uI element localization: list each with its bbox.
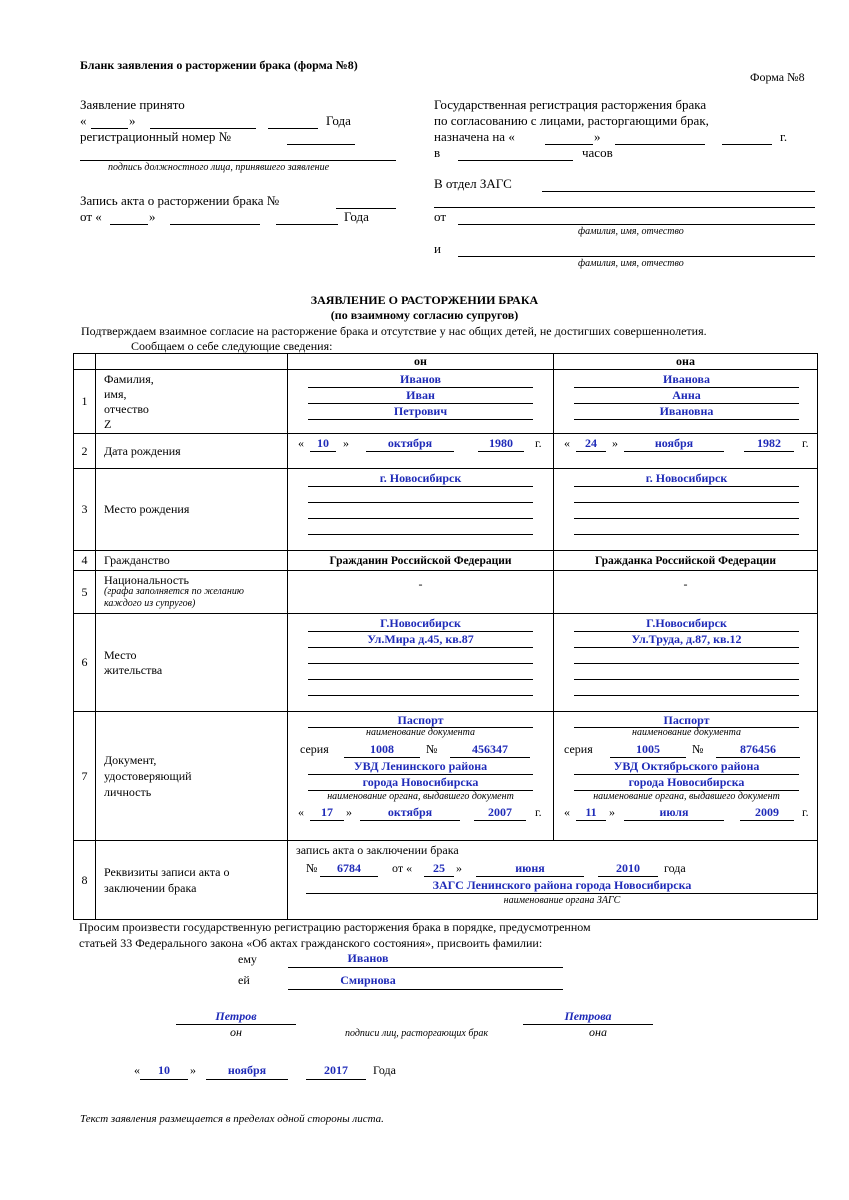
zags-dept-line[interactable] — [542, 191, 815, 192]
nationality-label: Национальность — [104, 573, 189, 587]
accepted-label: Заявление принято — [80, 97, 185, 112]
marriage-quote-close: » — [456, 861, 462, 875]
assigned-month-line[interactable] — [615, 144, 705, 145]
she-birth-day[interactable]: 24 — [585, 436, 597, 450]
assigned-label: назначена на « — [434, 129, 515, 144]
marriage-record-label-2: заключении брака — [104, 881, 197, 895]
marriage-record-label-1: Реквизиты записи акта о — [104, 865, 230, 879]
assigned-in: в — [434, 145, 441, 160]
statement-inform: Сообщаем о себе следующие сведения: — [131, 339, 333, 353]
act-record-day-line[interactable] — [110, 224, 148, 225]
assigned-year-label: г. — [780, 129, 788, 144]
residence-label-1: Место — [104, 647, 137, 662]
number-sign: № — [692, 742, 704, 756]
marriage-record-number[interactable]: 6784 — [337, 861, 361, 875]
her-surname-line — [288, 989, 563, 990]
id-doc-label-3: личность — [104, 785, 152, 799]
he-doc-year[interactable]: 2007 — [488, 805, 512, 819]
act-record-year-line[interactable] — [276, 224, 338, 225]
she-birth-month[interactable]: ноября — [654, 436, 694, 450]
she-doc-series[interactable]: 1005 — [636, 742, 660, 756]
marriage-record-caption: запись акта о заключении брака — [296, 843, 459, 857]
quote-open: « — [564, 436, 570, 450]
she-doc-month[interactable]: июля — [659, 805, 689, 819]
she-nationality[interactable]: - — [554, 571, 818, 614]
assigned-quote-close: » — [594, 129, 601, 144]
date-day[interactable]: 10 — [158, 1063, 170, 1077]
she-residence-city[interactable]: Г.Новосибирск — [646, 616, 727, 630]
marriage-month[interactable]: июня — [515, 861, 545, 875]
marriage-from: от « — [392, 861, 413, 875]
quote-open: « — [298, 436, 304, 450]
fio-label-4: Z — [104, 416, 112, 431]
she-signature[interactable]: Петрова — [564, 1009, 612, 1023]
assigned-hours-line[interactable] — [458, 160, 573, 161]
her-label: ей — [238, 973, 250, 987]
row-num: 3 — [74, 469, 96, 551]
him-surname-line — [288, 967, 563, 968]
statement-subtitle: (по взаимному согласию супругов) — [330, 308, 519, 322]
he-residence-street[interactable]: Ул.Мира д.45, кв.87 — [367, 632, 474, 646]
she-name[interactable]: Анна — [672, 388, 701, 402]
marriage-day[interactable]: 25 — [433, 861, 445, 875]
act-record-month-line[interactable] — [170, 224, 260, 225]
from-fio-caption: фамилия, имя, отчество — [578, 226, 684, 237]
number-sign: № — [426, 742, 438, 756]
she-doc-issuer-1[interactable]: УВД Октябрьского района — [613, 759, 760, 773]
issuer-caption: наименование органа, выдавшего документ — [327, 791, 514, 802]
quote-close: » — [343, 436, 349, 450]
row-num: 6 — [74, 614, 96, 712]
id-doc-label-2: удостоверяющий — [104, 769, 192, 783]
request-line1: Просим произвести государственную регистрацию расторжения брака в порядке, предусмотренном — [79, 920, 591, 934]
issuer-caption: наименование органа, выдавшего документ — [593, 791, 780, 802]
from-fio-line[interactable] — [458, 224, 815, 225]
date-quote-close: » — [190, 1063, 196, 1077]
he-doc-name[interactable]: Паспорт — [397, 713, 444, 727]
she-citizenship[interactable]: Гражданка Российской Федерации — [554, 551, 818, 571]
statement-confirm: Подтверждаем взаимное согласие на расторжение брака и отсутствие у нас общих детей, не достигших совершеннолетия. — [81, 324, 707, 338]
he-birth-month[interactable]: октября — [387, 436, 433, 450]
row-num: 7 — [74, 712, 96, 841]
official-signature-line[interactable] — [80, 160, 396, 161]
row-num: 8 — [74, 841, 96, 920]
birthdate-label: Дата рождения — [96, 434, 288, 469]
she-birth-year[interactable]: 1982 — [757, 436, 781, 450]
year-abbr: г. — [535, 805, 542, 819]
year-abbr: г. — [802, 436, 809, 450]
him-surname[interactable]: Иванов — [347, 951, 389, 965]
marriage-organ-caption: наименование органа ЗАГС — [503, 895, 621, 906]
zags-dept-label: В отдел ЗАГС — [434, 176, 512, 191]
she-patronymic[interactable]: Ивановна — [659, 404, 714, 418]
act-record-year-label: Года — [344, 209, 369, 224]
from-label: от — [434, 209, 447, 224]
nationality-note-1: (графа заполняется по желанию — [104, 586, 244, 597]
and-fio-caption: фамилия, имя, отчество — [578, 258, 684, 269]
he-doc-month[interactable]: октября — [387, 805, 433, 819]
marriage-year-word: года — [664, 861, 686, 875]
he-birth-year[interactable]: 1980 — [489, 436, 513, 450]
she-surname[interactable]: Иванова — [663, 372, 710, 386]
act-record-quote-close: » — [149, 209, 156, 224]
form-title: Бланк заявления о расторжении брака (форма №8) — [80, 58, 358, 72]
she-doc-issuer-2[interactable]: города Новосибирска — [628, 775, 745, 789]
doc-name-caption: наименование документа — [366, 727, 475, 738]
row-num: 2 — [74, 434, 96, 469]
signatures-caption: подписи лиц, расторгающих брак — [345, 1028, 489, 1039]
registration-line1: Государственная регистрация расторжения брака — [434, 97, 707, 112]
citizenship-label: Гражданство — [96, 551, 288, 571]
accepted-quote-open: « — [80, 113, 87, 128]
he-doc-day[interactable]: 17 — [321, 805, 333, 819]
date-month[interactable]: ноября — [227, 1063, 267, 1077]
he-residence-city[interactable]: Г.Новосибирск — [380, 616, 461, 630]
row-num: 1 — [74, 370, 96, 434]
he-surname[interactable]: Иванов — [400, 372, 441, 386]
footer-note: Текст заявления размещается в пределах одной стороны листа. — [80, 1113, 384, 1125]
he-doc-number[interactable]: 456347 — [472, 742, 508, 756]
quote-close: » — [609, 805, 615, 819]
reg-number-label: регистрационный номер № — [80, 129, 232, 144]
series-label: серия — [300, 742, 329, 756]
act-record-from: от « — [80, 209, 102, 224]
he-nationality[interactable]: - — [288, 571, 554, 614]
she-doc-year[interactable]: 2009 — [755, 805, 779, 819]
date-year[interactable]: 2017 — [324, 1063, 348, 1077]
date-quote-open: « — [134, 1063, 140, 1077]
she-doc-number[interactable]: 876456 — [740, 742, 776, 756]
him-label: ему — [238, 952, 257, 966]
act-record-label: Запись акта о расторжении брака № — [80, 193, 280, 208]
row-num: 4 — [74, 551, 96, 571]
quote-open: « — [298, 805, 304, 819]
he-citizenship[interactable]: Гражданин Российской Федерации — [288, 551, 554, 571]
request-line2: статьей 33 Федерального закона «Об актах гражданского состояния», присвоить фамилии: — [79, 936, 543, 950]
quote-close: » — [612, 436, 618, 450]
fio-label-3: отчество — [104, 401, 149, 416]
and-label: и — [434, 241, 441, 256]
zags-dept-line2[interactable] — [434, 207, 815, 208]
nationality-note-2: каждого из супругов) — [104, 598, 196, 609]
statement-title: ЗАЯВЛЕНИЕ О РАСТОРЖЕНИИ БРАКА — [310, 293, 539, 307]
year-abbr: г. — [802, 805, 809, 819]
hours-label: часов — [582, 145, 613, 160]
he-birthplace[interactable]: г. Новосибирск — [379, 471, 462, 485]
marriage-organ[interactable]: ЗАГС Ленинского района города Новосибирска — [432, 878, 692, 892]
row-num: 5 — [74, 571, 96, 614]
he-doc-issuer-2[interactable]: города Новосибирска — [362, 775, 479, 789]
she-birthplace[interactable]: г. Новосибирск — [645, 471, 728, 485]
she-residence-street[interactable]: Ул.Труда, д.87, кв.12 — [631, 632, 742, 646]
he-birth-day[interactable]: 10 — [317, 436, 329, 450]
registration-line2: по согласованию с лицами, расторгающими брак, — [434, 113, 709, 128]
doc-name-caption: наименование документа — [632, 727, 741, 738]
birthplace-label: Место рождения — [96, 469, 288, 551]
he-signature[interactable]: Петров — [215, 1009, 257, 1023]
her-surname[interactable]: Смирнова — [340, 973, 396, 987]
residence-label-2: жительства — [104, 662, 163, 677]
she-doc-name[interactable]: Паспорт — [663, 713, 710, 727]
series-label: серия — [564, 742, 593, 756]
he-doc-issuer-1[interactable]: УВД Ленинского района — [353, 759, 488, 773]
she-doc-day[interactable]: 11 — [585, 805, 597, 819]
he-signature-caption: он — [230, 1025, 242, 1039]
accepted-year-label: Года — [326, 113, 351, 128]
quote-open: « — [564, 805, 570, 819]
he-doc-series[interactable]: 1008 — [370, 742, 394, 756]
fio-label-2: имя, — [104, 386, 127, 401]
date-year-word: Года — [373, 1063, 396, 1077]
reg-number-line[interactable] — [287, 144, 355, 145]
official-signature-caption: подпись должностного лица, принявшего заявление — [108, 162, 330, 173]
and-fio-line[interactable] — [458, 256, 815, 257]
form-number: Форма №8 — [750, 70, 805, 84]
fio-label-1: Фамилия, — [104, 371, 154, 386]
spouse-info-table — [73, 353, 818, 920]
id-doc-label-1: Документ, — [104, 753, 157, 767]
accepted-year-line[interactable] — [268, 128, 318, 129]
accepted-quote-close: » — [129, 113, 136, 128]
he-patronymic[interactable]: Петрович — [393, 404, 448, 418]
quote-close: » — [346, 805, 352, 819]
col-header-he: он — [288, 354, 554, 370]
she-signature-caption: она — [589, 1025, 607, 1039]
year-abbr: г. — [535, 436, 542, 450]
he-name[interactable]: Иван — [406, 388, 435, 402]
assigned-year-line[interactable] — [722, 144, 772, 145]
marriage-number-sign: № — [306, 861, 318, 875]
marriage-year[interactable]: 2010 — [616, 861, 640, 875]
col-header-she: она — [554, 354, 818, 370]
